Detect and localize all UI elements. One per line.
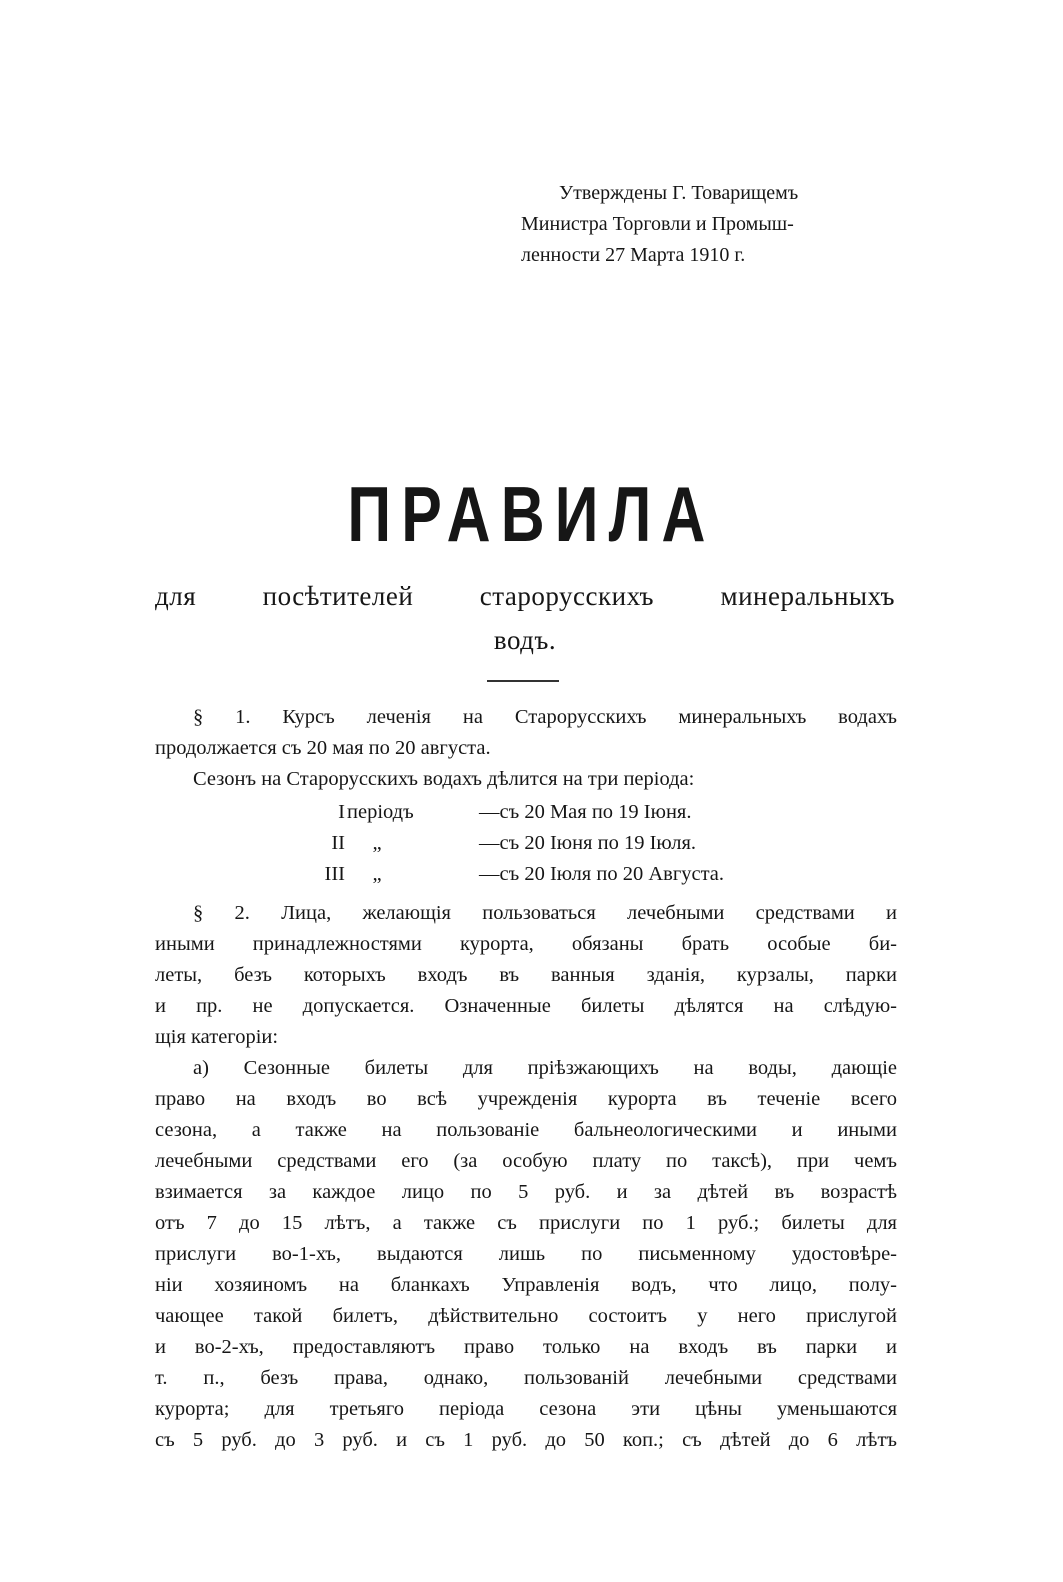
text-line: отъ 7 до 15 лѣтъ, а также съ прислуги по 1 руб.; билеты для — [155, 1212, 897, 1234]
approval-line: Утверждены Г. Товарищемъ — [559, 182, 799, 204]
document-body — [155, 702, 897, 1456]
page-subtitle — [155, 574, 895, 662]
season-line: Сезонъ на Старорусскихъ водахъ дѣлится на три періода: — [193, 768, 695, 790]
text-line: чающее такой билетъ, дѣйствительно состоитъ у него прислугой — [155, 1305, 897, 1327]
period-list — [155, 797, 897, 890]
text-line: и во-2-хъ, предоставляютъ право только на входъ въ парки и — [155, 1336, 897, 1358]
ditto-mark: „ — [372, 863, 382, 885]
text-line: и пр. не допускается. Означенные билеты дѣлятся на слѣдую- — [155, 995, 897, 1017]
subtitle-line: для посѣтителей старорусскихъ минеральныхъ — [155, 581, 895, 611]
approval-line: ленности 27 Марта 1910 г. — [521, 244, 746, 266]
text-line: сезона, а также на пользованіе бальнеологическими и иными — [155, 1119, 897, 1141]
text-line: продолжается съ 20 мая по 20 августа. — [155, 737, 491, 759]
text-line: иными принадлежностями курорта, обязаны брать особые би- — [155, 933, 897, 955]
text-line: а) Сезонные билеты для пріѣзжающихъ на воды, дающіе — [193, 1057, 897, 1079]
text-line: съ 5 руб. до 3 руб. и съ 1 руб. до 50 коп.; съ дѣтей до 6 лѣтъ — [155, 1429, 897, 1451]
text-line: щія категоріи: — [155, 1026, 279, 1048]
text-line: § 2. Лица, желающія пользоваться лечебными средствами и — [193, 902, 897, 924]
approval-note — [521, 178, 901, 271]
text-line: курорта; для третьяго періода сезона эти цѣны уменьшаются — [155, 1398, 897, 1420]
period-range: —съ 20 Мая по 19 Іюня. — [479, 801, 692, 823]
text-line: взимается за каждое лицо по 5 руб. и за дѣтей въ возрастѣ — [155, 1181, 897, 1203]
period-number: II — [331, 832, 345, 854]
text-line: ніи хозяиномъ на бланкахъ Управленія водъ, что лицо, полу- — [155, 1274, 897, 1296]
approval-line: Министра Торговли и Промыш- — [521, 213, 794, 235]
period-number: III — [324, 863, 345, 885]
period-word: періодъ — [347, 801, 414, 823]
section-1 — [155, 702, 897, 795]
text-line: прислуги во-1-хъ, выдаются лишь по письменному удостовѣре- — [155, 1243, 897, 1265]
text-line: право на входъ во всѣ учрежденія курорта въ теченіе всего — [155, 1088, 897, 1110]
period-number: I — [338, 801, 345, 823]
section-2a — [155, 1053, 897, 1456]
period-range: —съ 20 Іюля по 20 Августа. — [479, 863, 725, 885]
text-line: леты, безъ которыхъ входъ въ ванныя зданія, курзалы, парки — [155, 964, 897, 986]
period-row — [155, 797, 897, 828]
divider — [487, 680, 559, 682]
text-line: лечебными средствами его (за особую плату по таксѣ), при чемъ — [155, 1150, 897, 1172]
ditto-mark: „ — [372, 832, 382, 854]
section-2 — [155, 898, 897, 1053]
page-title: ПРАВИЛА — [347, 470, 716, 558]
text-line: т. п., безъ права, однако, пользованій лечебными средствами — [155, 1367, 897, 1389]
text-line: § 1. Курсъ леченія на Старорусскихъ минеральныхъ водахъ — [193, 706, 897, 728]
subtitle-line: водъ. — [493, 625, 557, 655]
period-row — [155, 859, 897, 890]
period-row — [155, 828, 897, 859]
period-range: —съ 20 Іюня по 19 Іюля. — [479, 832, 697, 854]
